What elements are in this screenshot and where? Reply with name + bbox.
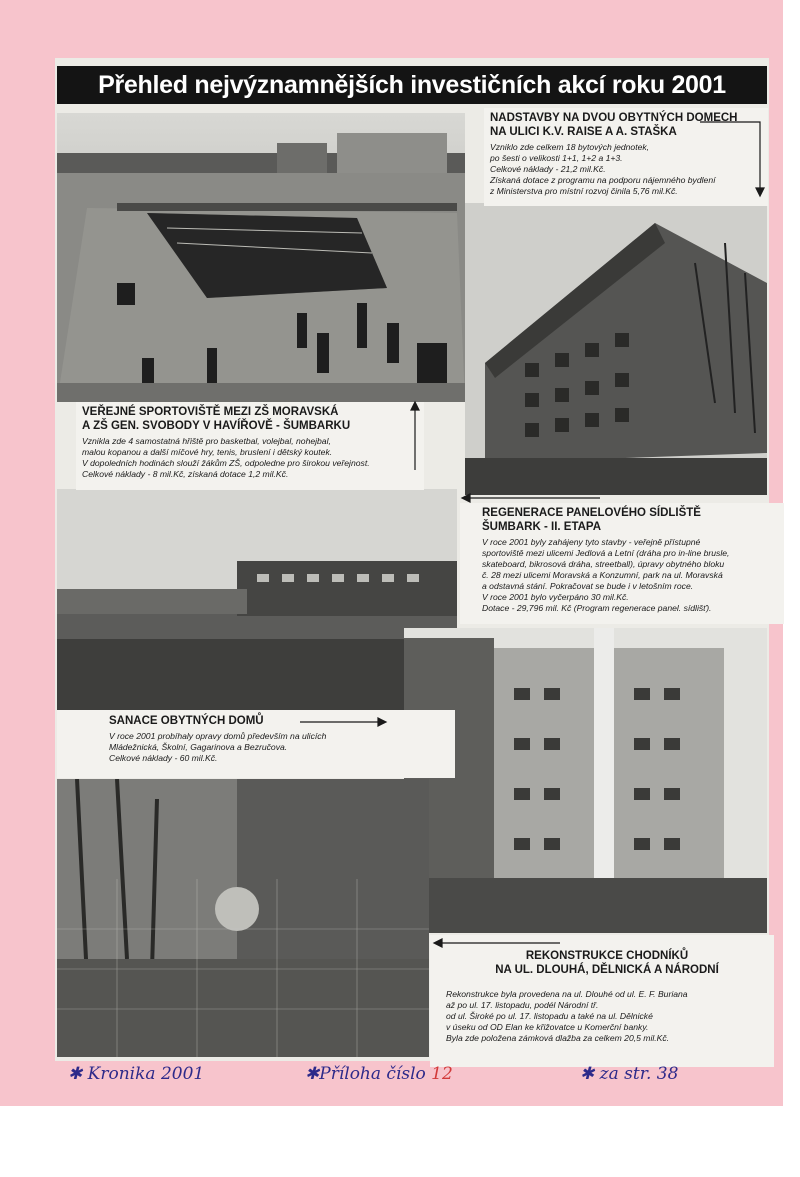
priloha-number: 12 [431, 1064, 453, 1084]
article-body-line: V roce 2001 probíhaly opravy domů především na ulicích [109, 731, 327, 741]
article-heading-line: A ZŠ GEN. SVOBODY V HAVÍŘOVĚ - ŠUMBARKU [82, 420, 351, 432]
article-heading-line: REKONSTRUKCE CHODNÍKŮ [525, 950, 689, 962]
asterisk-mark: ✱ [580, 1064, 595, 1084]
article-body-line: Celkové náklady - 8 mil.Kč, získaná dotace 1,2 mil.Kč. [82, 469, 289, 479]
article-body-line: Vzniklo zde celkem 18 bytových jednotek, [490, 142, 650, 152]
page-title: Přehled nejvýznamnějších investičních akcí roku 2001 [57, 66, 767, 104]
article-body-line: od ul. Široké po ul. 17. listopadu a také na ul. Dělnické [446, 1011, 653, 1021]
article-body-line: Celkové náklady - 21,2 mil.Kč. [490, 164, 606, 174]
article-body-line: sportoviště mezi ulicemi Jedlová a Letní (dráha pro in-line brusle, [482, 548, 730, 558]
handwritten-strana [580, 1064, 678, 1084]
priloha-label: Příloha číslo [319, 1064, 426, 1084]
article-heading-line: NA UL. DLOUHÁ, DĚLNICKÁ A NÁRODNÍ [495, 964, 719, 976]
article-body-line: Získaná dotace z programu na podporu nájemného bydlení [490, 175, 716, 185]
strana-label: za str. 38 [599, 1064, 679, 1084]
article-body-line: Dotace - 29,796 mil. Kč (Program regenerace panel. sídlišť). [482, 603, 712, 613]
article-body-line: skateboard, bikrosová dráha, streetball), úpravy obytného bloku [482, 559, 725, 569]
asterisk-mark: ✱ [68, 1064, 83, 1084]
article-heading-line: SANACE OBYTNÝCH DOMŮ [109, 715, 264, 727]
article-body-line: až po ul. 17. listopadu, podél Národní tř. [446, 1000, 599, 1010]
article-body-line: malou kopanou a další míčové hry, tenis, bruslení i dětský koutek. [82, 447, 333, 457]
article-body-line: a odstavná stání. Pokračovat se bude i v letošním roce. [482, 581, 694, 591]
article-body-line: v úseku od OD Elan ke křižovatce u Komerční banky. [446, 1022, 649, 1032]
article-body-line: z Ministerstva pro místní rozvoj činila 5,76 mil.Kč. [490, 186, 678, 196]
article-heading-line: NADSTAVBY NA DVOU OBYTNÝCH DOMECH [490, 112, 738, 124]
article-body-line: po šesti o velikosti 1+1, 1+2 a 1+3. [490, 153, 623, 163]
handwritten-priloha [305, 1064, 453, 1084]
kronika-label: Kronika 2001 [87, 1064, 205, 1084]
article-body-line: Vznikla zde 4 samostatná hřiště pro basketbal, volejbal, nohejbal, [82, 436, 331, 446]
asterisk-mark: ✱ [305, 1064, 320, 1084]
handwritten-kronika [68, 1064, 204, 1084]
article-body-line: V roce 2001 bylo vyčerpáno 30 mil.Kč. [482, 592, 629, 602]
article-body-line: V dopoledních hodinách slouží žákům ZŠ, odpoledne pro širokou veřejnost. [82, 458, 370, 468]
article-body-line: Byla zde položena zámková dlažba za celkem 20,5 mil.Kč. [446, 1033, 670, 1043]
article-heading-line: ŠUMBARK - II. ETAPA [482, 521, 602, 533]
article-body-line: V roce 2001 byly zahájeny tyto stavby - veřejně přístupné [482, 537, 701, 547]
article-body-line: Celkové náklady - 60 mil.Kč. [109, 753, 218, 763]
article-body-line: č. 28 mezi ulicemi Moravská a Konzumní, park na ul. Moravská [482, 570, 723, 580]
article-heading-line: NA ULICI K.V. RAISE A A. STAŠKA [490, 126, 677, 138]
article-heading-line: VEŘEJNÉ SPORTOVIŠTĚ MEZI ZŠ MORAVSKÁ [82, 406, 339, 418]
article-body-line: Rekonstrukce byla provedena na ul. Dlouhé od ul. E. F. Buriana [446, 989, 688, 999]
article-heading-line: REGENERACE PANELOVÉHO SÍDLIŠTĚ [482, 507, 701, 519]
article-body-line: Mládežnická, Školní, Gagarinova a Bezručova. [109, 742, 288, 752]
